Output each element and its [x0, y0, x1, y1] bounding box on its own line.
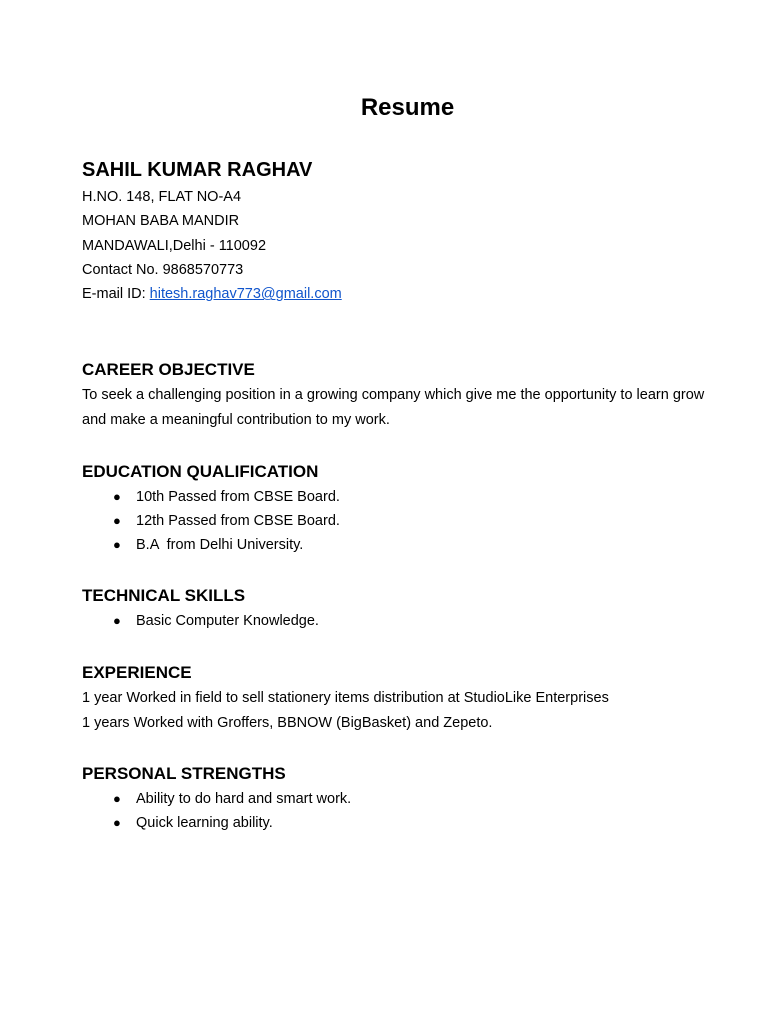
- list-item: [82, 485, 722, 509]
- career-objective-text: To seek a challenging position in a growing company which give me the opportunity to learn grow and make a meaningful contribution to my work.: [82, 387, 705, 428]
- strength-item-text: Quick learning ability.: [136, 815, 273, 832]
- education-section: [82, 459, 722, 557]
- contact-number: Contact No. 9868570773: [82, 261, 244, 278]
- technical-skills-section: [82, 583, 722, 633]
- list-item: [82, 787, 722, 811]
- personal-strengths-section: [82, 761, 722, 835]
- email-label: E-mail ID:: [82, 286, 150, 303]
- bullet-icon: ●: [113, 513, 121, 529]
- email-line: [82, 282, 722, 306]
- experience-line-2: 1 years Worked with Groffers, BBNOW (BigBasket) and Zepeto.: [82, 714, 493, 731]
- education-heading: EDUCATION QUALIFICATION: [82, 462, 319, 482]
- personal-strengths-heading: PERSONAL STRENGTHS: [82, 764, 286, 784]
- bullet-icon: ●: [113, 489, 121, 505]
- education-list: [82, 485, 722, 557]
- address-line-3: MANDAWALI,Delhi - 110092: [82, 237, 267, 254]
- strength-item-text: Ability to do hard and smart work.: [136, 791, 352, 808]
- email-link[interactable]: hitesh.raghav773@gmail.com: [149, 286, 342, 303]
- experience-line-1: 1 year Worked in field to sell stationery items distribution at StudioLike Enterprises: [82, 690, 609, 707]
- resume-content: [82, 155, 722, 835]
- document-title: Resume: [360, 94, 455, 121]
- bullet-icon: ●: [113, 815, 121, 831]
- address-line-2: MOHAN BABA MANDIR: [82, 213, 240, 230]
- bullet-icon: ●: [113, 613, 121, 629]
- education-item-text: 12th Passed from CBSE Board.: [136, 513, 340, 530]
- list-item: [82, 609, 722, 633]
- technical-skills-heading: TECHNICAL SKILLS: [82, 586, 246, 606]
- technical-skills-list: [82, 609, 722, 633]
- bullet-icon: ●: [113, 537, 121, 553]
- career-objective-heading: CAREER OBJECTIVE: [82, 360, 255, 380]
- education-item-text: 10th Passed from CBSE Board.: [136, 489, 340, 506]
- list-item: [82, 811, 722, 835]
- candidate-name: SAHIL KUMAR RAGHAV: [82, 159, 313, 181]
- address-line-1: H.NO. 148, FLAT NO-A4: [82, 189, 242, 205]
- list-item: [82, 509, 722, 533]
- skill-item-text: Basic Computer Knowledge.: [136, 613, 319, 630]
- career-objective-section: [82, 357, 722, 432]
- education-item-text: B.A from Delhi University.: [136, 537, 304, 554]
- personal-strengths-list: [82, 787, 722, 835]
- bullet-icon: ●: [113, 791, 121, 807]
- experience-heading: EXPERIENCE: [82, 663, 192, 683]
- experience-section: [82, 660, 722, 735]
- list-item: [82, 533, 722, 557]
